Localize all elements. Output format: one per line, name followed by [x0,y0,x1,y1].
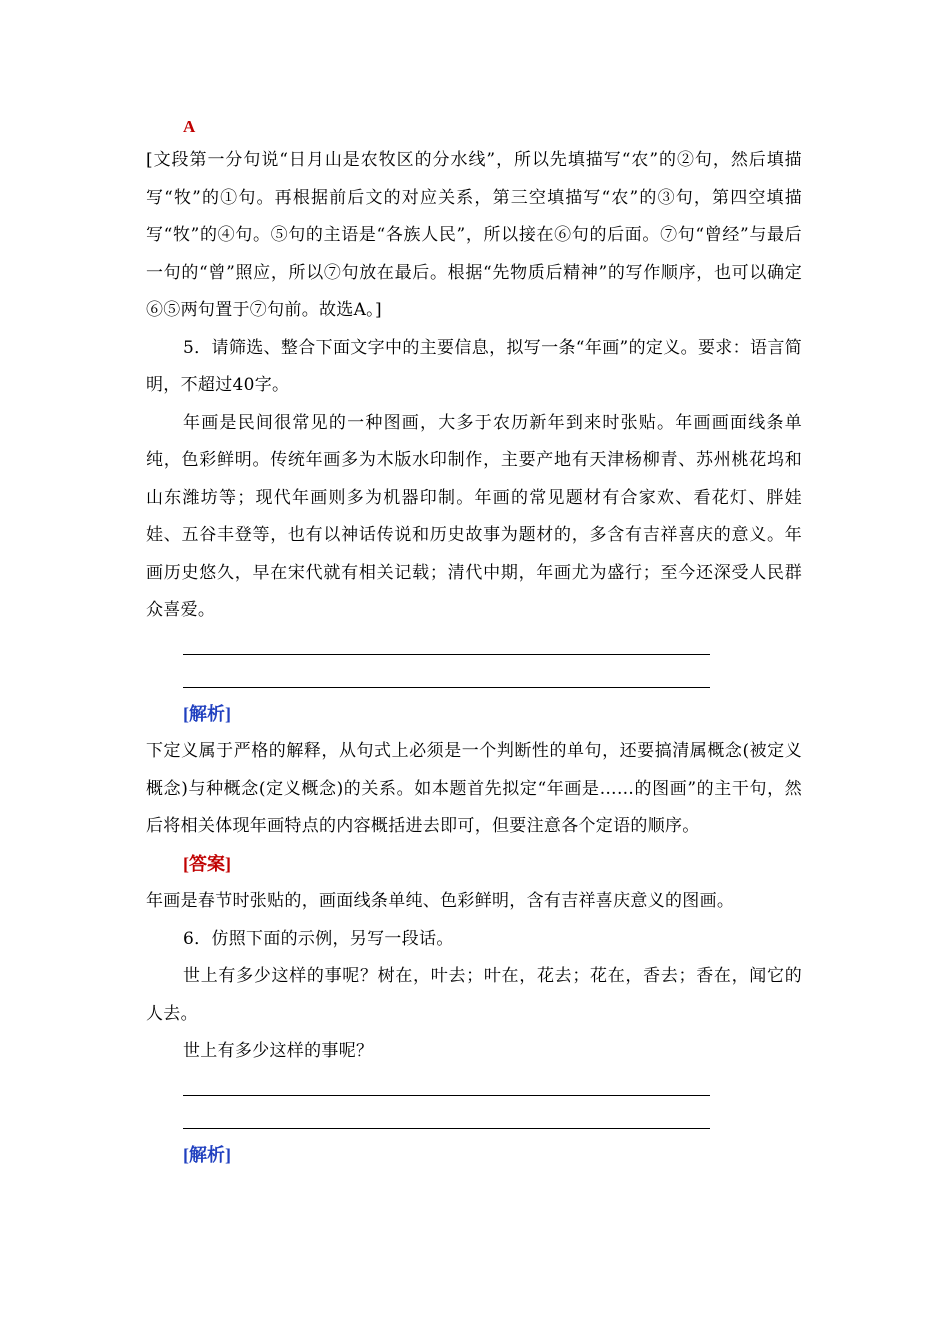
q6-question: 6．仿照下面的示例，另写一段话。 [183,928,454,949]
q6-prompt: 世上有多少这样的事呢？ [183,1041,374,1061]
underline [183,1128,710,1129]
q5-answer: 年画是春节时张贴的，画面线条单纯、色彩鲜明，含有吉祥喜庆意义的图画。 [146,891,735,911]
q5-answer-label: [答案] [183,853,231,874]
document-content [146,112,802,1174]
q5-answer-line-2[interactable] [146,663,802,696]
q6-analysis-label: [解析] [183,1144,231,1165]
underline [183,687,710,688]
q5-analysis-label: [解析] [183,703,231,724]
q6-answer-line-1[interactable] [146,1071,802,1104]
q4-answer-letter: A [183,117,196,136]
q5-analysis: 下定义属于严格的解释，从句式上必须是一个判断性的单句，还要搞清属概念(被定义概念)与种概念(定义概念)的关系。如本题首先拟定“年画是……的图画”的主干句，然后将相关体现年画特点的内容概括进去即可，但要注意各个定语的顺序。 [146,741,802,836]
q6-answer-line-2[interactable] [146,1104,802,1137]
q6-example: 世上有多少这样的事呢？树在，叶去；叶在，花去；花在，香去；香在，闻它的人去。 [146,966,802,1024]
q4-explanation: [文段第一分句说“日月山是农牧区的分水线”，所以先填描写“农”的②句，然后填描写“牧”的①句。再根据前后文的对应关系，第三空填描写“农”的③句，第四空填描写“牧”的④句。⑤句的主语是“各族人民”，所以接在⑥句的后面。⑦句“曾经”与最后一句的“曾”照应，所以⑦句放在最后。根据“先物质后精神”的写作顺序，也可以确定⑥⑤两句置于⑦句前。故选A。] [146,150,802,320]
q5-answer-line-1[interactable] [146,630,802,663]
underline [183,654,710,655]
underline [183,1095,710,1096]
q5-question: 5．请筛选、整合下面文字中的主要信息，拟写一条“年画”的定义。要求：语言简明，不超过40字。 [146,337,802,395]
q5-passage: 年画是民间很常见的一种图画，大多于农历新年到来时张贴。年画画面线条单纯，色彩鲜明。传统年画多为木版水印制作，主要产地有天津杨柳青、苏州桃花坞和山东潍坊等；现代年画则多为机器印制。年画的常见题材有合家欢、看花灯、胖娃娃、五谷丰登等，也有以神话传说和历史故事为题材的，多含有吉祥喜庆的意义。年画历史悠久，早在宋代就有相关记载；清代中期，年画尤为盛行；至今还深受人民群众喜爱。 [146,412,802,620]
